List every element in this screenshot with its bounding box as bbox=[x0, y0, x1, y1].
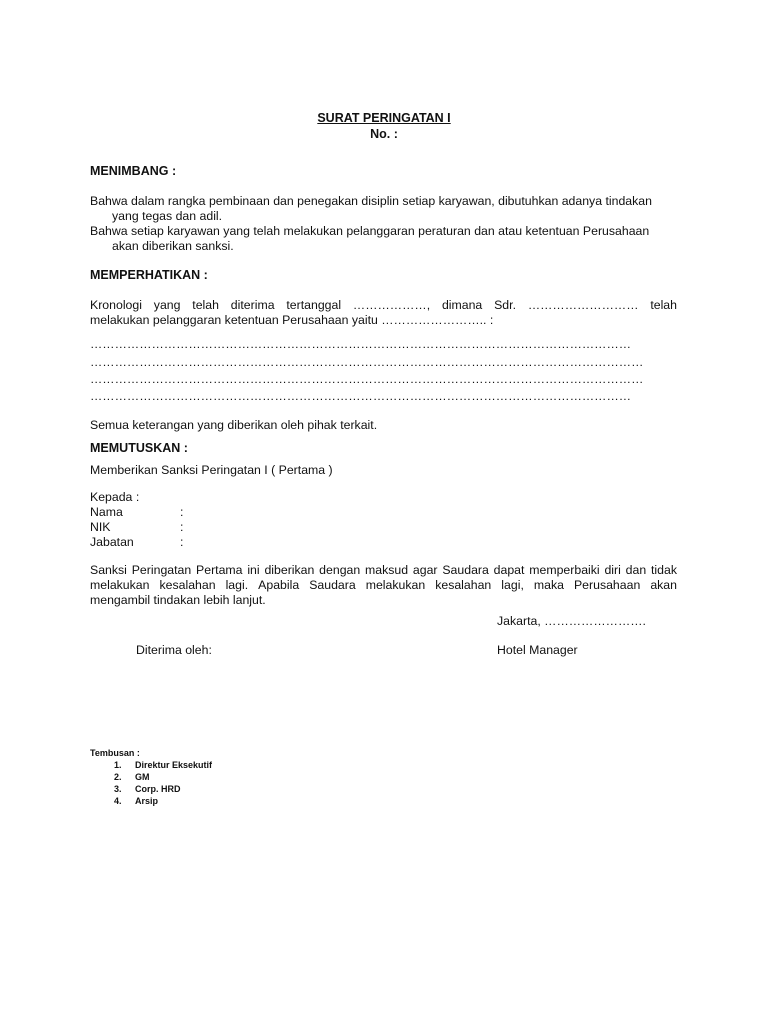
field-nik-colon: : bbox=[180, 520, 184, 534]
closing-word: dan bbox=[625, 563, 647, 577]
tembusan-item bbox=[114, 760, 212, 772]
kronologi-word: telah bbox=[650, 298, 677, 312]
closing-word: dapat bbox=[493, 563, 525, 577]
field-nama-colon: : bbox=[180, 505, 184, 519]
menimbang-item-1-line-2: yang tegas dan adil. bbox=[112, 209, 223, 223]
kronologi-word: diterima bbox=[230, 298, 275, 312]
closing-word: lagi, bbox=[501, 578, 524, 592]
closing-word: Saudara bbox=[309, 578, 356, 592]
kronologi-line-1 bbox=[90, 298, 677, 313]
closing-word: diri bbox=[604, 563, 621, 577]
closing-word: maka bbox=[533, 578, 564, 592]
kronologi-line-2: melakukan pelanggaran ketentuan Perusahaan yaitu …………………….. : bbox=[90, 313, 494, 327]
tembusan-item bbox=[114, 784, 181, 796]
kronologi-word: tertanggal bbox=[286, 298, 342, 312]
letter-number: No. : bbox=[370, 127, 398, 141]
signer-title: Hotel Manager bbox=[497, 643, 578, 657]
closing-word: Apabila bbox=[258, 578, 300, 592]
closing-word: maksud bbox=[365, 563, 409, 577]
closing-word: diberikan bbox=[264, 563, 315, 577]
menimbang-item-2 bbox=[90, 224, 677, 254]
tembusan-item bbox=[114, 772, 150, 784]
closing-word: Peringatan bbox=[131, 563, 192, 577]
closing-word: Sanksi bbox=[90, 563, 127, 577]
kronologi-paragraph bbox=[90, 298, 677, 328]
closing-paragraph bbox=[90, 563, 677, 608]
tembusan-heading: Tembusan : bbox=[90, 748, 140, 758]
menimbang-item-2-line-1: Bahwa setiap karyawan yang telah melakukan pelanggaran peraturan dan atau ketentuan Perusahaan bbox=[90, 224, 650, 238]
tembusan-item-number: 2. bbox=[114, 772, 122, 782]
field-jabatan bbox=[90, 535, 183, 549]
place-date: Jakarta, ……………………. bbox=[497, 614, 646, 628]
sanksi-statement: Memberikan Sanksi Peringatan I ( Pertama ) bbox=[90, 463, 333, 477]
tembusan-item-text: Direktur Eksekutif bbox=[135, 760, 213, 770]
closing-line-3: mengambil tindakan lebih lanjut. bbox=[90, 593, 266, 607]
menimbang-item-2-line-2: akan diberikan sanksi. bbox=[112, 239, 234, 253]
closing-word: Perusahaan bbox=[573, 578, 641, 592]
tembusan-item-text: Arsip bbox=[135, 796, 159, 806]
closing-word: lagi. bbox=[225, 578, 249, 592]
field-nik-label: NIK bbox=[90, 520, 111, 534]
kronologi-word: yang bbox=[153, 298, 181, 312]
closing-word: ini bbox=[247, 563, 260, 577]
closing-line-2 bbox=[90, 578, 677, 593]
field-nama-label: Nama bbox=[90, 505, 123, 519]
closing-word: memperbaiki bbox=[529, 563, 600, 577]
closing-word: kesalahan bbox=[159, 578, 216, 592]
blank-dots-line-2: ……………………………………………………………………………………………………………………… bbox=[90, 355, 644, 369]
closing-word: dengan bbox=[319, 563, 361, 577]
letter-title-block bbox=[0, 110, 768, 142]
tembusan-item-number: 3. bbox=[114, 784, 122, 794]
tembusan-item bbox=[114, 796, 158, 808]
closing-word: akan bbox=[650, 578, 677, 592]
closing-word: Pertama bbox=[196, 563, 243, 577]
closing-line-1 bbox=[90, 563, 677, 578]
kepada-label: Kepada : bbox=[90, 490, 140, 504]
menimbang-item-1-line-1: Bahwa dalam rangka pembinaan dan penegakan disiplin setiap karyawan, dibutuhkan adanya tindakan bbox=[90, 194, 652, 208]
tembusan-item-number: 1. bbox=[114, 760, 122, 770]
letter-title: SURAT PERINGATAN I bbox=[317, 111, 451, 125]
kronologi-word: ……………………… bbox=[527, 298, 639, 312]
closing-word: kesalahan bbox=[435, 578, 492, 592]
field-jabatan-colon: : bbox=[180, 535, 184, 549]
closing-word: melakukan bbox=[90, 578, 150, 592]
kronologi-word: Sdr. bbox=[494, 298, 516, 312]
memperhatikan-heading: MEMPERHATIKAN : bbox=[90, 268, 208, 282]
closing-word: agar bbox=[412, 563, 438, 577]
memutuskan-heading: MEMUTUSKAN : bbox=[90, 441, 188, 455]
tembusan-item-text: GM bbox=[135, 772, 150, 782]
kronologi-word: ………………, bbox=[352, 298, 431, 312]
semua-keterangan: Semua keterangan yang diberikan oleh pihak terkait. bbox=[90, 418, 378, 432]
blank-dots-line-3: ……………………………………………………………………………………………………………………… bbox=[90, 372, 644, 386]
closing-word: tidak bbox=[651, 563, 677, 577]
tembusan-item-number: 4. bbox=[114, 796, 122, 806]
closing-word: melakukan bbox=[365, 578, 426, 592]
kronologi-word: Kronologi bbox=[90, 298, 142, 312]
field-nik bbox=[90, 520, 183, 534]
kronologi-word: dimana bbox=[441, 298, 483, 312]
blank-dots-line-4: …………………………………………………………………………………………………………………… bbox=[90, 389, 632, 403]
blank-dots-line-1: …………………………………………………………………………………………………………………… bbox=[90, 337, 632, 351]
field-jabatan-label: Jabatan bbox=[90, 535, 134, 549]
field-nama bbox=[90, 505, 183, 519]
closing-word: Saudara bbox=[442, 563, 489, 577]
received-by-label: Diterima oleh: bbox=[136, 643, 212, 657]
menimbang-item-1 bbox=[90, 194, 677, 224]
tembusan-item-text: Corp. HRD bbox=[135, 784, 181, 794]
menimbang-heading: MENIMBANG : bbox=[90, 164, 177, 178]
kronologi-word: telah bbox=[192, 298, 219, 312]
